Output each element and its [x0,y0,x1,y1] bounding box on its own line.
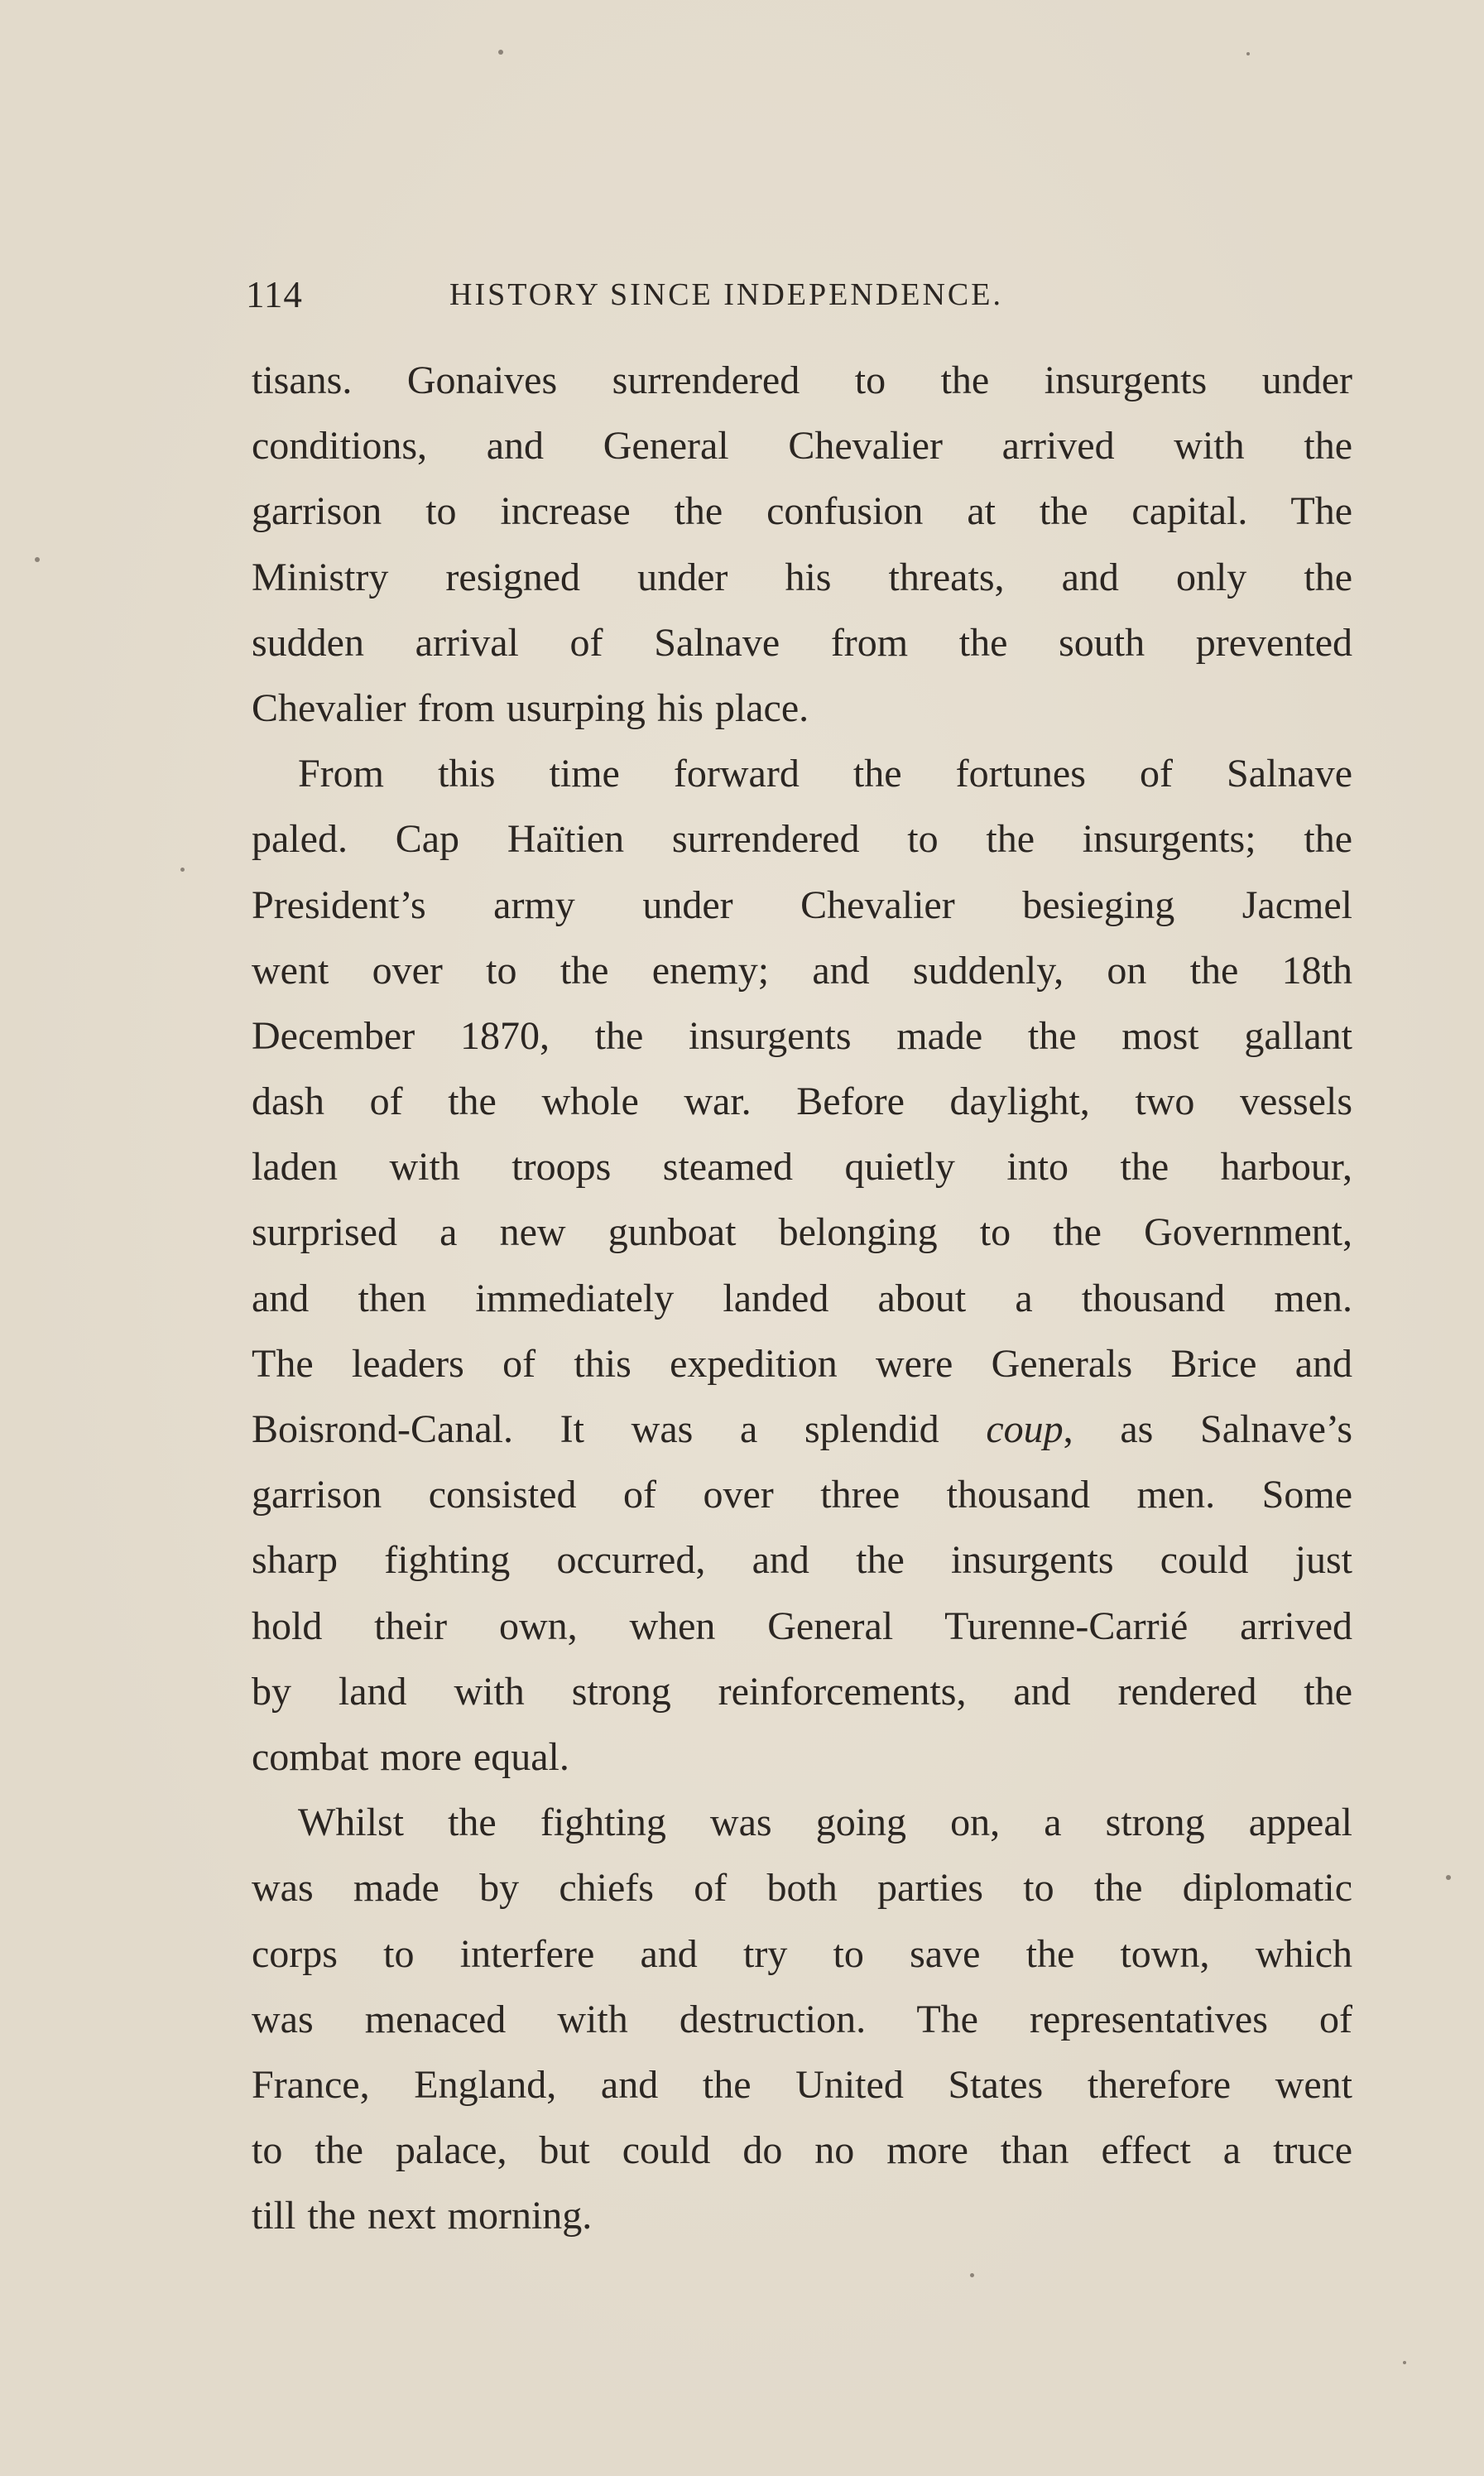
text-line: combat more equal. [252,1734,569,1779]
paragraph-3 [252,1790,1352,2248]
text-line: dash of the whole war. Before daylight, two vessels [252,1079,1352,1124]
running-head [246,270,1239,320]
paper-speck [498,50,503,55]
text-line: conditions, and General Chevalier arrived with the [252,424,1352,469]
text-line: December 1870, the insurgents made the most gallant [252,1013,1352,1058]
text-line: garrison to increase the confusion at the capital. The [252,489,1352,534]
text-line: went over to the enemy; and suddenly, on the 18th [252,948,1352,993]
text-line: sharp fighting occurred, and the insurgents could just [252,1538,1352,1583]
text-line: France, England, and the United States therefore went [252,2062,1352,2107]
text-line: was menaced with destruction. The representatives of [252,1997,1352,2041]
text-line: The leaders of this expedition were Generals Brice and [252,1341,1352,1386]
text-line: till the next morning. [252,2194,593,2238]
text-line: surprised a new gunboat belonging to the Government, [252,1210,1352,1255]
text-line: tisans. Gonaives surrendered to the insurgents under [252,358,1352,402]
text-line: Boisrond-Canal. It was a splendid coup, as Salnave’s [252,1407,1353,1451]
text-line: was made by chiefs of both parties to the diplomatic [252,1866,1352,1911]
text-line: laden with troops steamed quietly into the harbour, [252,1145,1352,1190]
text-line: by land with strong reinforcements, and rendered the [252,1669,1352,1714]
paper-speck [1446,1875,1451,1880]
italic-word: coup [986,1407,1064,1451]
paragraph-1 [252,348,1352,741]
text-line: hold their own, when General Turenne-Carrié arrived [252,1603,1352,1648]
paper-speck [970,2273,974,2277]
text-line: From this time forward the fortunes of Salnave [298,752,1352,796]
body-text [252,348,1352,2248]
text-line: garrison consisted of over three thousand men. Some [252,1473,1352,1517]
paper-speck [1403,2361,1406,2364]
text-line: to the palace, but could do no more than effect a truce [252,2128,1352,2173]
text-line: corps to interfere and try to save the town, which [252,1931,1352,1976]
text-line: Ministry resigned under his threats, and only the [252,555,1352,599]
text-line: and then immediately landed about a thousand men. [252,1276,1352,1320]
text-line: Whilst the fighting was going on, a strong appeal [298,1801,1352,1845]
text-line: Chevalier from usurping his place. [252,685,809,730]
text-line: sudden arrival of Salnave from the south prevented [252,620,1352,665]
text-line: President’s army under Chevalier besieging Jacmel [252,882,1352,927]
text-line: paled. Cap Haïtien surrendered to the insurgents; the [252,817,1352,862]
paragraph-2 [252,741,1352,1790]
paper-speck [180,868,185,872]
paper-speck [35,557,40,562]
paper-speck [1246,52,1250,55]
page-number: 114 [246,274,303,315]
running-title: HISTORY SINCE INDEPENDENCE. [449,277,1003,312]
